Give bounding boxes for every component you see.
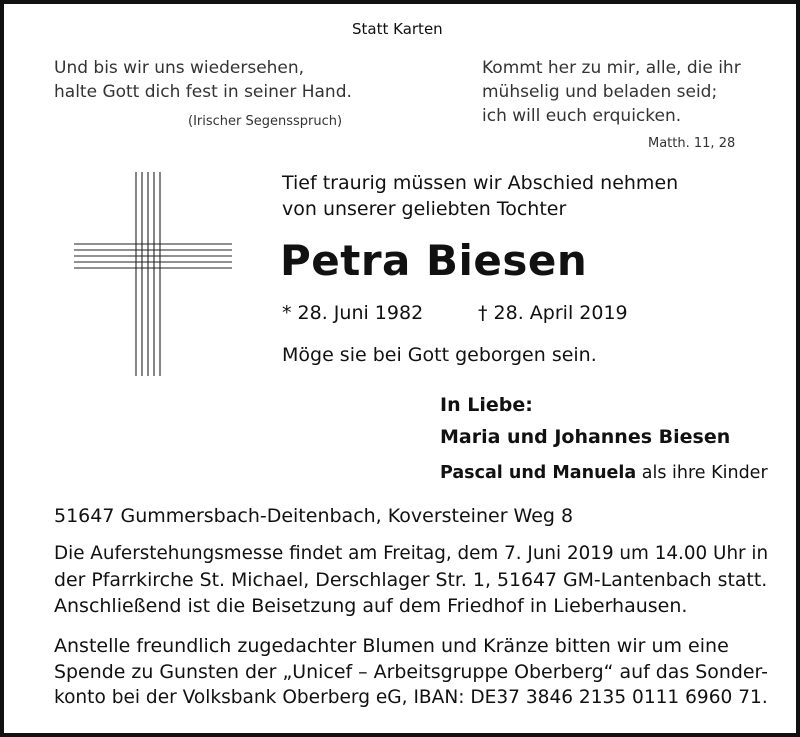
death-date: † 28. April 2019 xyxy=(478,302,628,324)
donation-line-2: Spende zu Gunsten der „Unicef – Arbeitsgruppe Oberberg“ auf das Sonder- xyxy=(54,661,768,683)
left-verse-source: (Irischer Segensspruch) xyxy=(188,114,343,129)
right-verse-line-3: ich will euch erquicken. xyxy=(482,106,682,126)
donation-line-1: Anstelle freundlich zugedachter Blumen und Kränze bitten wir um eine xyxy=(54,635,729,657)
service-line-2: der Pfarrkirche St. Michael, Derschlager Str. 1, 51647 GM-Lantenbach statt. xyxy=(54,569,768,591)
children-suffix: als ihre Kinder xyxy=(636,463,768,483)
service-line-3: Anschließend ist die Beisetzung auf dem Friedhof in Lieberhausen. xyxy=(54,595,688,617)
donation-line-3: konto bei der Volksbank Oberberg eG, IBAN: DE37 3846 2135 0111 6960 71. xyxy=(54,687,768,708)
right-verse-line-1: Kommt her zu mir, alle, die ihr xyxy=(482,58,741,78)
mourners-children xyxy=(440,460,768,486)
blessing-line: Möge sie bei Gott geborgen sein. xyxy=(282,344,597,366)
service-line-1: Die Auferstehungsmesse findet am Freitag, dem 7. Juni 2019 um 14.00 Uhr in xyxy=(54,543,769,564)
right-verse-line-2: mühselig und beladen seid; xyxy=(482,82,718,102)
intro-line-1: Tief traurig müssen wir Abschied nehmen xyxy=(282,172,679,194)
mourners-parents: Maria und Johannes Biesen xyxy=(440,426,731,448)
left-verse-line-2: halte Gott dich fest in seiner Hand. xyxy=(54,82,352,102)
deceased-name: Petra Biesen xyxy=(280,236,588,285)
cross-icon xyxy=(74,172,232,376)
birth-date: * 28. Juni 1982 xyxy=(282,302,424,324)
children-names: Pascal und Manuela xyxy=(440,463,637,483)
left-verse-line-1: Und bis wir uns wiedersehen, xyxy=(54,58,305,78)
address-line: 51647 Gummersbach-Deitenbach, Koversteiner Weg 8 xyxy=(54,505,574,527)
statt-karten: Statt Karten xyxy=(352,20,443,38)
right-verse-source: Matth. 11, 28 xyxy=(648,136,736,151)
intro-line-2: von unserer geliebten Tochter xyxy=(282,198,567,220)
mourners-heading: In Liebe: xyxy=(440,394,533,416)
